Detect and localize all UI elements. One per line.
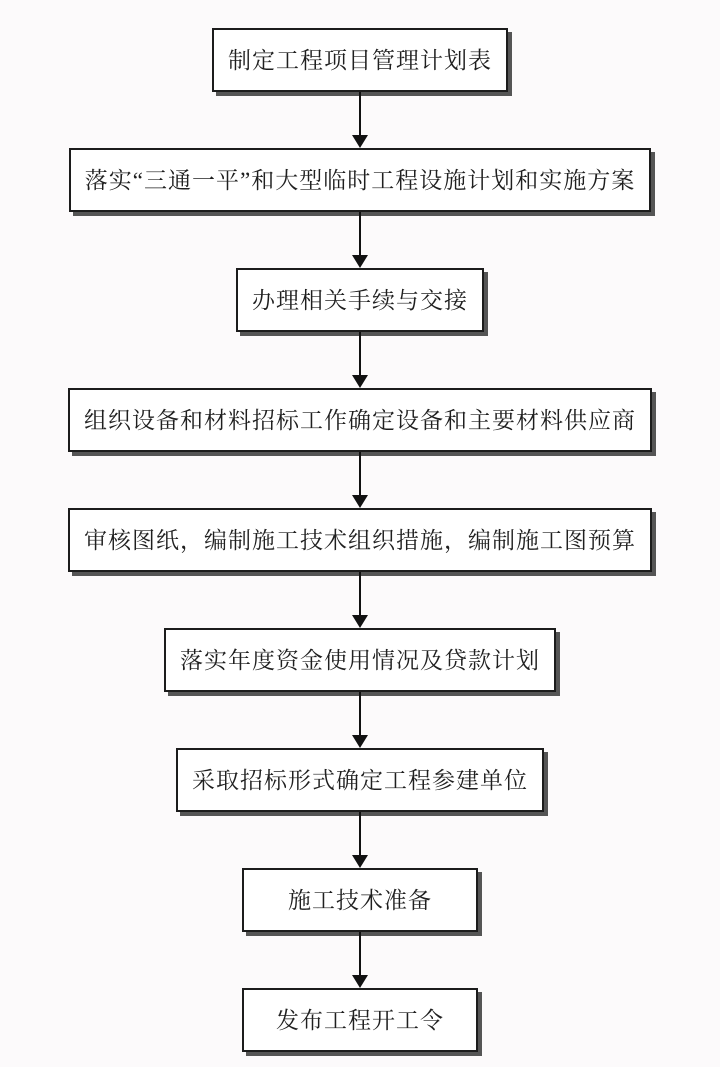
flow-step-box xyxy=(69,148,651,212)
flow-arrow-down xyxy=(352,572,368,628)
flow-step-label: 发布工程开工令 xyxy=(276,1007,444,1033)
flow-arrow-down xyxy=(352,932,368,988)
arrow-head-icon xyxy=(352,735,368,748)
arrow-line xyxy=(359,692,361,736)
arrow-line xyxy=(359,812,361,856)
arrow-head-icon xyxy=(352,495,368,508)
flow-arrow-down xyxy=(352,452,368,508)
flow-step-label: 审核图纸，编制施工技术组织措施，编制施工图预算 xyxy=(84,527,636,553)
flow-arrow-down xyxy=(352,692,368,748)
arrow-head-icon xyxy=(352,375,368,388)
flow-step-box xyxy=(236,268,484,332)
arrow-line xyxy=(359,332,361,376)
flow-step-label: 施工技术准备 xyxy=(288,887,432,913)
flow-step-label: 组织设备和材料招标工作确定设备和主要材料供应商 xyxy=(84,407,636,433)
flow-step-label: 办理相关手续与交接 xyxy=(252,287,468,313)
flow-step-box xyxy=(68,508,652,572)
flow-step-box xyxy=(242,868,478,932)
arrow-line xyxy=(359,932,361,976)
arrow-head-icon xyxy=(352,255,368,268)
arrow-line xyxy=(359,452,361,496)
flow-step-box xyxy=(164,628,556,692)
flow-arrow-down xyxy=(352,92,368,148)
arrow-line xyxy=(359,572,361,616)
arrow-head-icon xyxy=(352,615,368,628)
flow-arrow-down xyxy=(352,812,368,868)
arrow-line xyxy=(359,92,361,136)
flow-step-box xyxy=(242,988,478,1052)
flow-arrow-down xyxy=(352,332,368,388)
arrow-head-icon xyxy=(352,855,368,868)
flow-step-box xyxy=(68,388,652,452)
arrow-line xyxy=(359,212,361,256)
arrow-head-icon xyxy=(352,135,368,148)
flow-step-box xyxy=(176,748,544,812)
flow-step-box xyxy=(212,28,508,92)
flow-step-label: 落实“三通一平”和大型临时工程设施计划和实施方案 xyxy=(84,167,636,193)
flow-step-label: 采取招标形式确定工程参建单位 xyxy=(192,767,528,793)
flow-arrow-down xyxy=(352,212,368,268)
flow-step-label: 制定工程项目管理计划表 xyxy=(228,47,492,73)
arrow-head-icon xyxy=(352,975,368,988)
flow-step-label: 落实年度资金使用情况及贷款计划 xyxy=(180,647,540,673)
